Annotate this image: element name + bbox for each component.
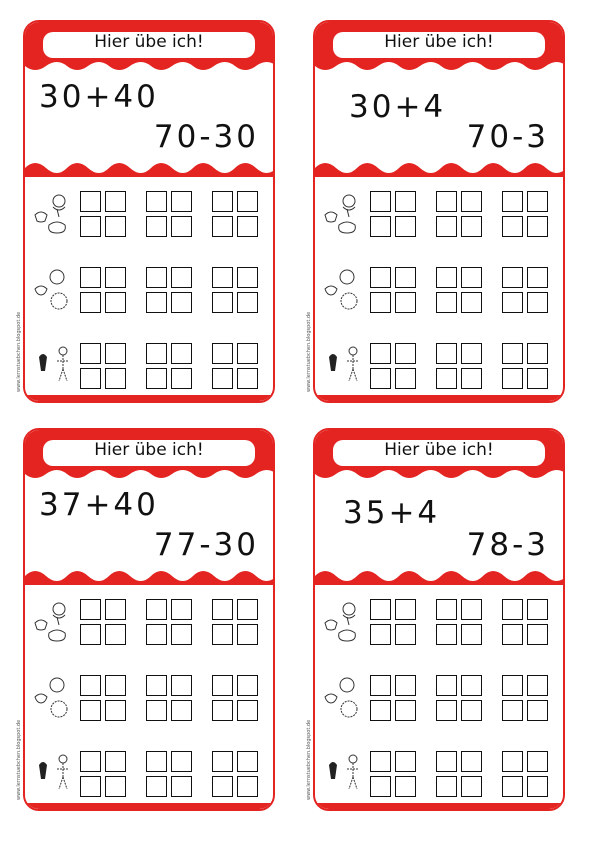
answer-box[interactable] [395,624,416,645]
answer-box[interactable] [436,368,457,389]
answer-box[interactable] [237,292,258,313]
answer-box[interactable] [527,675,548,696]
answer-area [25,585,275,803]
bird-and-child-icon [319,751,367,799]
answer-box[interactable] [171,675,192,696]
answer-area [25,177,275,395]
answer-box[interactable] [461,599,482,620]
answer-box[interactable] [502,700,523,721]
answer-box[interactable] [502,343,523,364]
answer-box[interactable] [237,700,258,721]
answer-row [25,675,275,723]
answer-box[interactable] [80,624,101,645]
card-title: Hier übe ich! [333,440,545,466]
answer-box[interactable] [436,675,457,696]
answer-box[interactable] [80,191,101,212]
answer-box[interactable] [105,751,126,772]
answer-grid [212,191,258,237]
answer-box[interactable] [370,751,391,772]
answer-box[interactable] [527,191,548,212]
answer-box[interactable] [212,751,233,772]
answer-box[interactable] [527,776,548,797]
answer-box[interactable] [395,191,416,212]
answer-box[interactable] [395,292,416,313]
answer-box[interactable] [502,599,523,620]
answer-box[interactable] [105,368,126,389]
answer-box[interactable] [212,675,233,696]
answer-box[interactable] [436,216,457,237]
answer-box[interactable] [212,700,233,721]
answer-box[interactable] [146,292,167,313]
answer-row [25,751,275,799]
answer-box[interactable] [502,191,523,212]
answer-grid [146,343,192,389]
answer-grid [436,191,482,237]
answer-box[interactable] [171,776,192,797]
answer-box[interactable] [502,751,523,772]
subtraction-task: 77-30 [153,527,259,563]
answer-row [25,267,275,315]
answer-box[interactable] [395,700,416,721]
answer-grid [80,599,126,645]
answer-box[interactable] [171,216,192,237]
answer-box[interactable] [436,751,457,772]
answer-grid [80,267,126,313]
answer-box[interactable] [105,216,126,237]
answer-box[interactable] [146,624,167,645]
answer-box[interactable] [436,267,457,288]
answer-row [315,343,565,391]
answer-box[interactable] [370,343,391,364]
answer-box[interactable] [395,216,416,237]
answer-box[interactable] [237,191,258,212]
answer-box[interactable] [395,343,416,364]
answer-box[interactable] [502,776,523,797]
answer-box[interactable] [237,368,258,389]
answer-box[interactable] [212,216,233,237]
card-title: Hier übe ich! [43,440,255,466]
answer-grid [80,751,126,797]
card-title: Hier übe ich! [43,32,255,58]
answer-box[interactable] [80,368,101,389]
answer-box[interactable] [146,267,167,288]
answer-grid [502,751,548,797]
answer-grid [212,599,258,645]
answer-box[interactable] [146,191,167,212]
answer-box[interactable] [237,343,258,364]
exercise-card [313,428,565,811]
answer-grid [212,343,258,389]
answer-box[interactable] [212,599,233,620]
answer-row [315,751,565,799]
answer-box[interactable] [80,751,101,772]
tiger-and-dog-icon [319,599,367,647]
answer-box[interactable] [461,675,482,696]
answer-box[interactable] [212,267,233,288]
answer-grid [502,191,548,237]
watermark-text: www.lernstuebchen.blogspot.de [16,311,22,392]
answer-box[interactable] [171,343,192,364]
bird-and-child-icon [29,343,77,391]
answer-box[interactable] [395,751,416,772]
answer-box[interactable] [80,675,101,696]
answer-box[interactable] [146,368,167,389]
answer-box[interactable] [171,751,192,772]
answer-box[interactable] [80,216,101,237]
answer-box[interactable] [502,624,523,645]
answer-box[interactable] [461,267,482,288]
answer-grid [502,267,548,313]
answer-box[interactable] [105,624,126,645]
answer-box[interactable] [212,624,233,645]
answer-box[interactable] [237,776,258,797]
answer-grid [436,343,482,389]
answer-box[interactable] [461,343,482,364]
answer-box[interactable] [105,267,126,288]
answer-grid [146,599,192,645]
answer-grid [370,267,416,313]
answer-box[interactable] [237,624,258,645]
answer-box[interactable] [237,751,258,772]
tiger-and-dog-icon [29,599,77,647]
answer-box[interactable] [436,700,457,721]
answer-box[interactable] [80,776,101,797]
answer-grid [212,751,258,797]
answer-box[interactable] [502,675,523,696]
watermark-text: www.lernstuebchen.blogspot.de [16,719,22,800]
answer-grid [146,751,192,797]
answer-box[interactable] [527,368,548,389]
answer-box[interactable] [436,292,457,313]
monkey-and-sheep-icon [319,675,367,723]
answer-grid [370,675,416,721]
answer-grid [212,267,258,313]
answer-box[interactable] [237,216,258,237]
answer-area [315,177,565,395]
answer-box[interactable] [237,599,258,620]
answer-box[interactable] [527,700,548,721]
answer-box[interactable] [395,776,416,797]
answer-grid [502,343,548,389]
answer-box[interactable] [80,700,101,721]
answer-grid [146,191,192,237]
answer-box[interactable] [461,624,482,645]
answer-grid [80,343,126,389]
answer-box[interactable] [436,776,457,797]
answer-box[interactable] [212,343,233,364]
answer-row [315,599,565,647]
addition-task: 37+40 [39,487,159,523]
subtraction-task: 78-3 [466,527,549,563]
answer-box[interactable] [212,191,233,212]
answer-grid [370,599,416,645]
watermark-text: www.lernstuebchen.blogspot.de [306,311,312,392]
answer-box[interactable] [237,267,258,288]
answer-box[interactable] [80,292,101,313]
answer-grid [502,675,548,721]
answer-box[interactable] [527,216,548,237]
answer-box[interactable] [395,675,416,696]
answer-box[interactable] [461,292,482,313]
answer-box[interactable] [80,343,101,364]
answer-box[interactable] [395,599,416,620]
answer-box[interactable] [461,776,482,797]
answer-box[interactable] [370,675,391,696]
answer-box[interactable] [171,624,192,645]
answer-box[interactable] [146,343,167,364]
answer-row [25,343,275,391]
answer-box[interactable] [527,343,548,364]
answer-grid [436,267,482,313]
answer-box[interactable] [502,216,523,237]
tiger-and-dog-icon [29,191,77,239]
answer-box[interactable] [146,216,167,237]
bird-and-child-icon [29,751,77,799]
answer-grid [80,191,126,237]
answer-grid [436,751,482,797]
answer-box[interactable] [370,776,391,797]
answer-row [315,267,565,315]
answer-box[interactable] [527,292,548,313]
addition-task: 30+4 [349,89,447,125]
answer-box[interactable] [370,700,391,721]
answer-box[interactable] [146,700,167,721]
answer-grid [502,599,548,645]
answer-box[interactable] [146,675,167,696]
watermark-text: www.lernstuebchen.blogspot.de [306,719,312,800]
answer-box[interactable] [171,267,192,288]
answer-box[interactable] [461,751,482,772]
answer-box[interactable] [146,776,167,797]
answer-area [315,585,565,803]
answer-grid [436,675,482,721]
answer-grid [146,267,192,313]
answer-box[interactable] [461,191,482,212]
answer-box[interactable] [146,751,167,772]
answer-box[interactable] [212,292,233,313]
answer-box[interactable] [171,191,192,212]
answer-grid [80,675,126,721]
answer-box[interactable] [105,776,126,797]
answer-box[interactable] [146,599,167,620]
tiger-and-dog-icon [319,191,367,239]
answer-box[interactable] [436,191,457,212]
answer-box[interactable] [171,700,192,721]
monkey-and-sheep-icon [29,267,77,315]
answer-box[interactable] [395,267,416,288]
answer-box[interactable] [436,599,457,620]
answer-box[interactable] [370,599,391,620]
answer-box[interactable] [80,599,101,620]
subtraction-task: 70-3 [466,119,549,155]
exercise-card [313,20,565,403]
subtraction-task: 70-30 [153,119,259,155]
answer-box[interactable] [105,191,126,212]
answer-box[interactable] [436,624,457,645]
answer-grid [436,599,482,645]
answer-box[interactable] [105,343,126,364]
answer-box[interactable] [370,292,391,313]
answer-box[interactable] [370,216,391,237]
answer-box[interactable] [527,624,548,645]
answer-box[interactable] [105,700,126,721]
answer-grid [370,751,416,797]
addition-task: 35+4 [343,495,441,531]
answer-box[interactable] [461,216,482,237]
answer-box[interactable] [370,368,391,389]
answer-box[interactable] [237,675,258,696]
answer-grid [212,675,258,721]
answer-grid [146,675,192,721]
answer-box[interactable] [171,292,192,313]
addition-task: 30+40 [39,79,159,115]
answer-box[interactable] [395,368,416,389]
answer-box[interactable] [461,368,482,389]
answer-row [315,191,565,239]
answer-box[interactable] [105,599,126,620]
answer-box[interactable] [370,191,391,212]
answer-row [315,675,565,723]
answer-box[interactable] [105,292,126,313]
answer-box[interactable] [461,700,482,721]
answer-box[interactable] [370,624,391,645]
card-title: Hier übe ich! [333,32,545,58]
answer-box[interactable] [436,343,457,364]
answer-grid [370,191,416,237]
answer-row [25,599,275,647]
bird-and-child-icon [319,343,367,391]
exercise-card [23,428,275,811]
answer-row [25,191,275,239]
answer-box[interactable] [527,751,548,772]
answer-grid [370,343,416,389]
exercise-card [23,20,275,403]
answer-box[interactable] [105,675,126,696]
answer-box[interactable] [80,267,101,288]
answer-box[interactable] [171,599,192,620]
answer-box[interactable] [370,267,391,288]
answer-box[interactable] [502,267,523,288]
answer-box[interactable] [212,368,233,389]
answer-box[interactable] [212,776,233,797]
monkey-and-sheep-icon [29,675,77,723]
answer-box[interactable] [171,368,192,389]
answer-box[interactable] [502,292,523,313]
answer-box[interactable] [527,267,548,288]
answer-box[interactable] [527,599,548,620]
answer-box[interactable] [502,368,523,389]
monkey-and-sheep-icon [319,267,367,315]
